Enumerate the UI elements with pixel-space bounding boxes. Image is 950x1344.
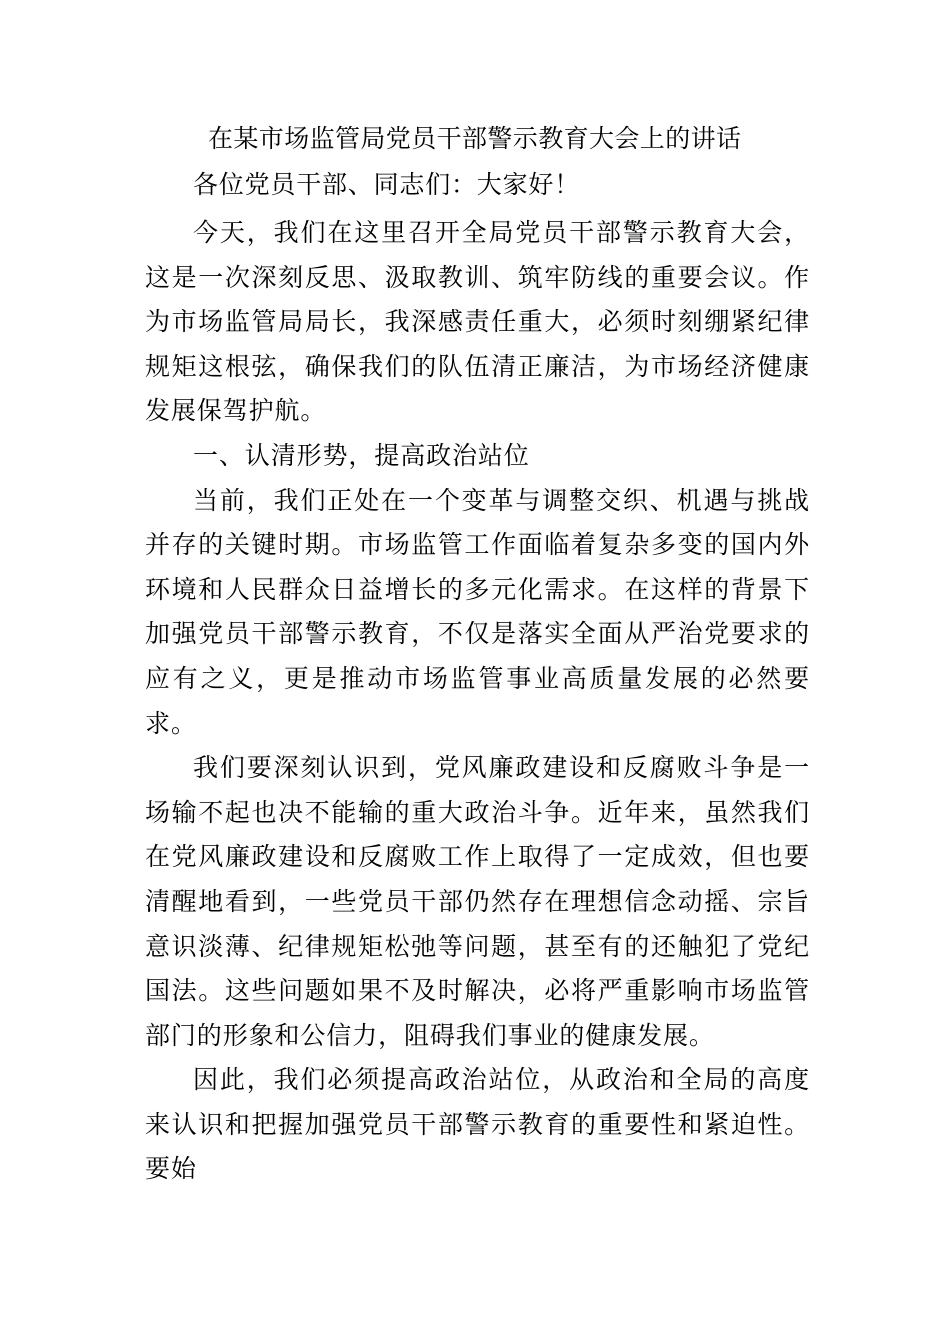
- paragraph-therefore: 因此，我们必须提高政治站位，从政治和全局的高度来认识和把握加强党员干部警示教育的重要性和紧迫性。要始: [145, 1065, 810, 1184]
- document-title: 在某市场监管局党员干部警示教育大会上的讲话: [208, 124, 742, 153]
- paragraph-situation: 当前，我们正处在一个变革与调整交织、机遇与挑战并存的关键时期。市场监管工作面临着复杂多变的国内外环境和人民群众日益增长的多元化需求。在这样的背景下加强党员干部警示教育，不仅是落实全面从严治党要求的应有之义，更是推动市场监管事业高质量发展的必然要求。: [145, 485, 810, 738]
- greeting-line: 各位党员干部、同志们：大家好！: [193, 170, 581, 199]
- section-heading-1: 一、认清形势，提高政治站位: [193, 440, 530, 470]
- paragraph-opening: 今天，我们在这里召开全局党员干部警示教育大会，这是一次深刻反思、汲取教训、筑牢防线的重要会议。作为市场监管局局长，我深感责任重大，必须时刻绷紧纪律规矩这根弦，确保我们的队伍清正廉洁，为市场经济健康发展保驾护航。: [145, 218, 810, 426]
- document-body: [145, 211, 810, 1192]
- paragraph-awareness: 我们要深刻认识到，党风廉政建设和反腐败斗争是一场输不起也决不能输的重大政治斗争。近年来，虽然我们在党风廉政建设和反腐败工作上取得了一定成效，但也要清醒地看到，一些党员干部仍然存在理想信念动摇、宗旨意识淡薄、纪律规矩松弛等问题，甚至有的还触犯了党纪国法。这些问题如果不及时解决，必将严重影响市场监管部门的形象和公信力，阻碍我们事业的健康发展。: [145, 753, 810, 1050]
